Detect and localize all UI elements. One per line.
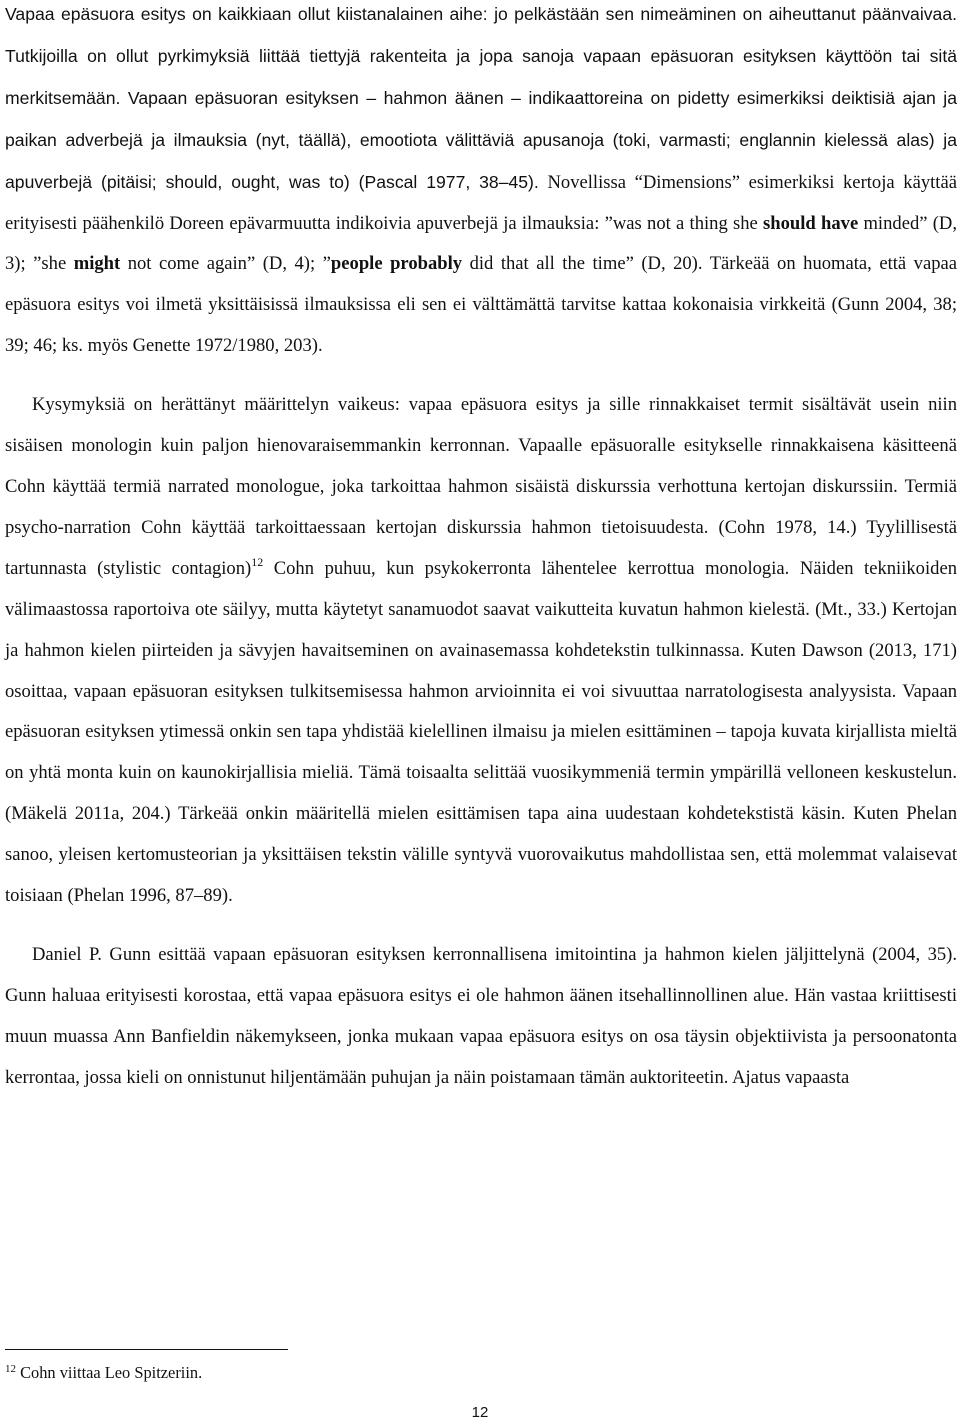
paragraph-1	[5, 0, 957, 367]
text-segment: Kysymyksiä on herättänyt määrittelyn vaikeus: vapaa epäsuora esitys ja sille rinnakkaiset termit sisältävät usein niin sisäisen monologin kuin paljon hienovaraisemmankin kerronnan. Vapaalle epäsuoralle esitykselle rinnakkaisena käsitteenä Cohn käyttää termiä narrated monologue, joka tarkoittaa hahmon sisäistä diskurssia verhottuna kertojan diskurssiin. Termiä psycho-narration Cohn käyttää tarkoittaessaan kertojan diskurssia hahmon tietoisuudesta. (Cohn 1978, 14.) Tyylillisestä tartunnasta (stylistic contagion)	[5, 394, 957, 579]
paragraph-3	[5, 935, 957, 1099]
footnote-reference[interactable]: 12	[251, 554, 264, 569]
emphasis-people-probably: people probably	[330, 253, 463, 275]
document-page	[5, 0, 957, 1099]
text-segment: Novellissa “Dimensions” esimerkiksi kertoja käyttää erityisesti päähenkilö Doreen epävarmuutta indikoivia apuverbejä ja ilmauksia: ”was not a thing she	[5, 171, 957, 234]
text-segment: minded” (D, 3); ”she	[5, 212, 958, 275]
text-segment: Vapaan epäsuoran esityksen – hahmon äänen – indikaattoreina on pidetty esimerkiksi deiktisiä ajan ja paikan adverbejä ja ilmauksia (nyt, täällä), emootiota välittäviä apusanoja (toki, varmasti; englannin kielessä alas) ja apuverbejä (pitäisi; should, ought, was to) (Pascal 1977, 38–45).	[5, 87, 957, 192]
page-number: 12	[471, 1404, 489, 1421]
footnote-number: 12	[5, 1363, 16, 1375]
text-segment: not come again” (D, 4); ”	[120, 253, 331, 275]
text-segment: did that all the time” (D, 20). Tärkeää on huomata, että vapaa epäsuora esitys voi ilmetä yksittäisissä ilmauksissa eli sen ei välttämättä tarvitse kattaa kokonaisia virkkeitä (Gunn 2004, 38; 39; 46; ks. myös Genette 1972/1980, 203).	[5, 253, 958, 357]
footnote-separator	[5, 1349, 288, 1350]
text-segment: Daniel P. Gunn esittää vapaan epäsuoran esityksen kerronnallisena imitointina ja hahmon kielen jäljittelynä (2004, 35). Gunn haluaa erityisesti korostaa, että vapaa epäsuora esitys ei ole hahmon äänen itsehallinnollinen alue. Hän vastaa kriittisesti muun muassa Ann Banfieldin näkemykseen, jonka mukaan vapaa epäsuora esitys on osa täysin objektiivista ja persoonatonta kerrontaa, jossa kieli on onnistunut hiljentämään puhujan ja näin poistamaan tämän auktoriteetin. Ajatus vapaasta	[5, 943, 957, 1088]
emphasis-might: might	[73, 253, 121, 275]
text-segment: Vapaa epäsuora esitys on kaikkiaan ollut kiistanalainen aihe: jo pelkästään sen nimeäminen on aiheuttanut päänvaivaa. Tutkijoilla on ollut pyrkimyksiä liittää tiettyjä rakenteita ja jopa sanoja vapaan epäsuoran esityksen käyttöön tai sitä merkitsemään.	[5, 4, 957, 108]
paragraph-2	[5, 385, 957, 917]
footnote-text: Cohn viittaa Leo Spitzeriin.	[16, 1363, 203, 1382]
footnote	[5, 1362, 202, 1384]
text-segment: Cohn puhuu, kun psykokerronta lähentelee kerrottua monologia. Näiden tekniikoiden välimaastossa raportoiva ote säilyy, mutta käytetyt sanamuodot saavat vaikutteita kuvatun hahmon kielestä. (Mt., 33.) Kertojan ja hahmon kielen piirteiden ja sävyjen havaitseminen on avainasemassa kohdetekstin tulkinnassa. Kuten Dawson (2013, 171) osoittaa, vapaan epäsuoran esityksen tulkitsemisessa hahmon arvioinnita ei voi sivuuttaa narratologisesta analyysista. Vapaan epäsuoran esityksen ytimessä onkin sen tapa yhdistää kielellinen ilmaisu ja mielen esittäminen – tapoja kuvata kirjallista mieltä on yhtä monta kuin on kaunokirjallisia mieliä. Tämä toisaalta selittää vuosikymmeniä termin ympärillä velloneen keskustelun. (Mäkelä 2011a, 204.) Tärkeää onkin määritellä mielen esittämisen tapa aina uudestaan kohdetekstistä käsin. Kuten Phelan sanoo, yleisen kertomusteorian ja yksittäisen tekstin välille syntyvä vuorovaikutus mahdollistaa sen, että molemmat valaisevat toisiaan (Phelan 1996, 87–89).	[5, 557, 957, 907]
emphasis-should-have: should have	[763, 212, 859, 234]
